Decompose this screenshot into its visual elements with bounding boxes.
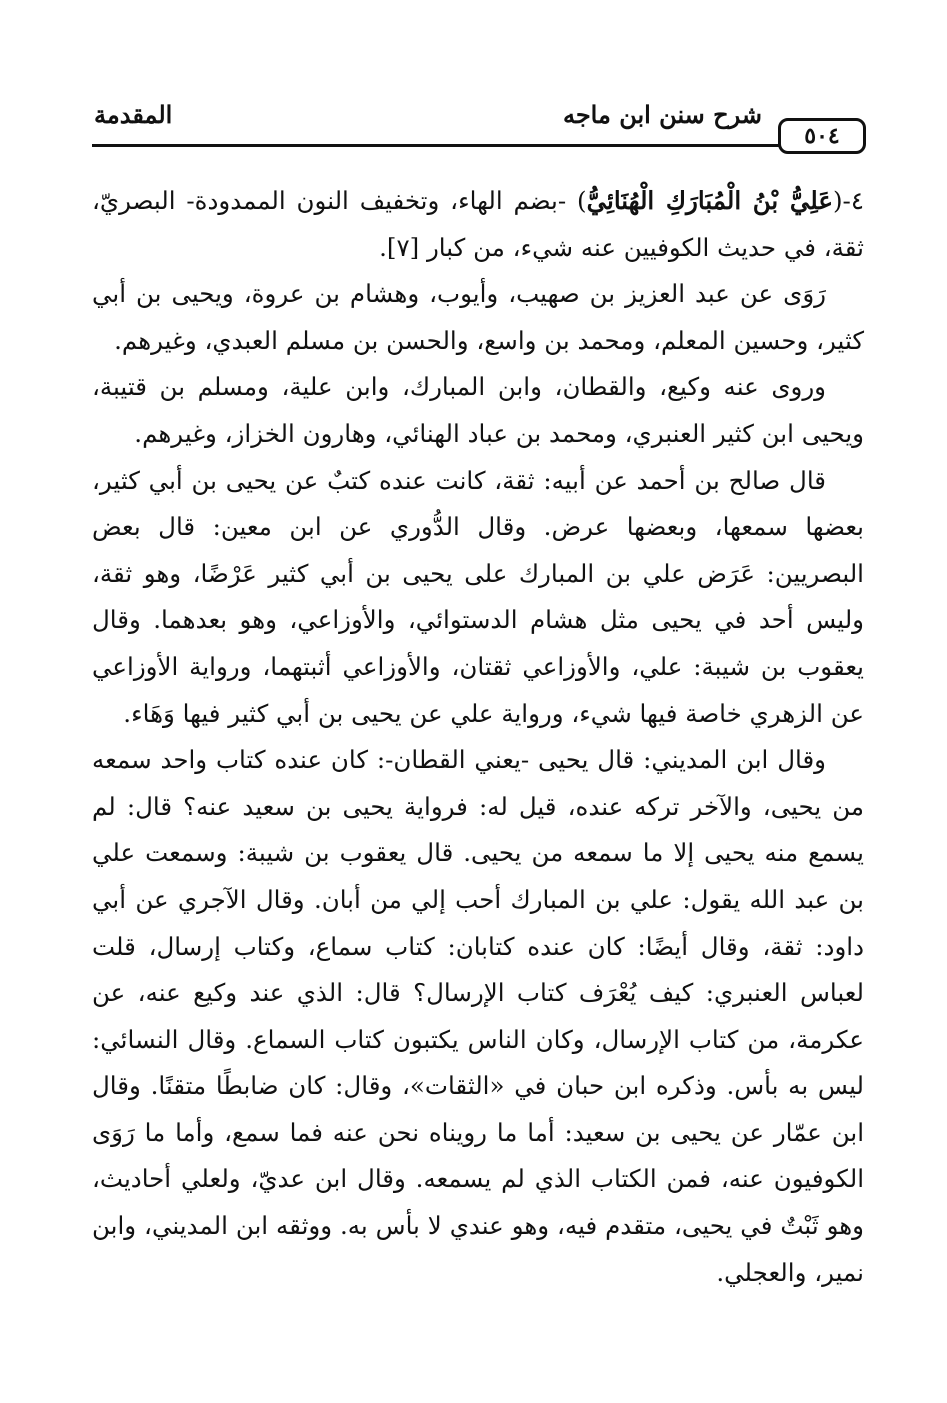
paragraph-further-assessments: وقال ابن المديني: قال يحيى -يعني القطان-: كان عنده كتاب واحد سمعه من يحيى، والآخر تركه عنده، قيل له: فرواية يحيى بن سعيد عنه؟ قال: لم يسمع منه يحيى إلا ما سمعه من يحيى. قال يعقوب بن شيبة: وسمعت علي بن عبد الله يقول: علي بن المبارك أحب إلي من أبان. وقال الآجري عن أبي داود: ثقة، وقال أيضًا: كان عنده كتابان: كتاب سماع، وكتاب إرسال، قلت لعباس العنبري: كيف يُعْرَف كتاب الإرسال؟ قال: الذي عند وكيع عنه، عن عكرمة، من كتاب الإرسال، وكان الناس يكتبون كتاب السماع. وقال النسائي: ليس به بأس. وذكره ابن حبان في «الثقات»، وقال: كان ضابطًا متقنًا. وقال ابن عمّار عن يحيى بن سعيد: أما ما رويناه نحن عنه فما سمع، وأما ما رَوَى الكوفيون عنه، فمن الكتاب الذي لم يسمعه. وقال ابن عديّ، ولعلي أحاديث، وهو ثَبْتٌ في يحيى، متقدم فيه، وهو عندي لا بأس به. ووثقه ابن المديني، وابن نمير، والعجلي.	[92, 745, 864, 1287]
page-number-box	[778, 118, 866, 154]
entry-name: عَلِيُّ بْنُ الْمُبَارَكِ الْهُنَائِيُّ	[586, 186, 833, 215]
paragraph-narrated-from: رَوَى عن عبد العزيز بن صهيب، وأيوب، وهشام بن عروة، ويحيى بن أبي كثير، وحسين المعلم، ومحمد بن واسع، والحسن بن مسلم العبدي، وغيرهم.	[92, 279, 864, 355]
page-header	[92, 96, 866, 160]
entry-rest: ) -بضم الهاء، وتخفيف النون الممدودة- البصريّ، ثقة، في حديث الكوفيين عنه شيء، من كبار [٧].	[92, 186, 864, 262]
page-number: ٥٠٤	[804, 123, 840, 149]
section-title: المقدمة	[94, 100, 173, 129]
entry-heading-paragraph	[92, 178, 864, 271]
book-title: شرح سنن ابن ماجه	[562, 100, 762, 129]
paragraph-narrated-by: وروى عنه وكيع، والقطان، وابن المبارك، وابن علية، ومسلم بن قتيبة، ويحيى ابن كثير العنبري، ومحمد بن عباد الهنائي، وهارون الخزاز، وغيرهم.	[92, 372, 864, 448]
entry-number: ٤-(	[832, 186, 864, 215]
body-text	[92, 178, 864, 1296]
paragraph-assessments: قال صالح بن أحمد عن أبيه: ثقة، كانت عنده كتبٌ عن يحيى بن أبي كثير، بعضها سمعها، وبعضها عرض. وقال الدُّوري عن ابن معين: قال بعض البصريين: عَرَض علي بن المبارك على يحيى بن أبي كثير عَرْضًا، وهو ثقة، وليس أحد في يحيى مثل هشام الدستوائي، والأوزاعي، وهو بعدهما. وقال يعقوب بن شيبة: علي، والأوزاعي ثقتان، والأوزاعي أثبتهما، ورواية الأوزاعي عن الزهري خاصة فيها شيء، ورواية علي عن يحيى بن أبي كثير فيها وَهَاء.	[92, 465, 864, 728]
header-rule	[92, 144, 780, 147]
